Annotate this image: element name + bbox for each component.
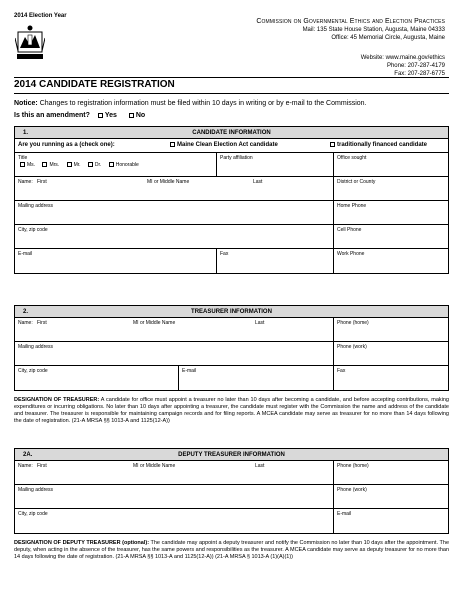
name-label: Name: bbox=[18, 179, 33, 185]
section-number: 1. bbox=[23, 130, 29, 136]
title-field[interactable] bbox=[15, 153, 215, 176]
amendment-question bbox=[14, 112, 145, 119]
treasurer-designation-text bbox=[14, 397, 449, 425]
name-label: Name: bbox=[18, 463, 33, 469]
deputy-treasurer-section bbox=[14, 448, 449, 534]
agency-address-block bbox=[256, 18, 445, 42]
treasurer-section-header bbox=[15, 306, 448, 318]
cell-phone-field[interactable]: Cell Phone bbox=[333, 225, 448, 248]
deputy-name-field[interactable] bbox=[15, 461, 333, 484]
section-number: 2A. bbox=[23, 452, 33, 458]
first-label: First bbox=[37, 179, 47, 185]
designation-label: DESIGNATION OF DEPUTY TREASURER (optional): bbox=[14, 540, 150, 546]
website: Website: www.maine.gov/ethics bbox=[360, 55, 445, 61]
section-title: CANDIDATE INFORMATION bbox=[192, 130, 271, 136]
middle-label: MI or Middle Name bbox=[147, 179, 190, 185]
amendment-yes-checkbox[interactable] bbox=[98, 113, 103, 118]
dr-label: Dr. bbox=[94, 162, 102, 168]
work-phone-field[interactable]: Work Phone bbox=[333, 249, 448, 273]
party-field[interactable]: Party affiliation bbox=[216, 153, 333, 176]
treasurer-section bbox=[14, 305, 449, 391]
candidate-mailing-row bbox=[15, 201, 448, 225]
mcea-option bbox=[165, 139, 281, 152]
treasurer-name-row bbox=[15, 318, 448, 342]
running-as-label: Are you running as a (check one): bbox=[18, 142, 115, 148]
maine-state-seal-icon bbox=[15, 23, 45, 63]
candidate-city-row bbox=[15, 225, 448, 249]
ms-label: Ms. bbox=[27, 162, 36, 168]
candidate-email-field[interactable]: E-mail bbox=[18, 251, 33, 257]
treasurer-name-field[interactable] bbox=[15, 318, 333, 341]
treasurer-city-field[interactable]: City, zip code bbox=[18, 368, 48, 374]
home-phone-field[interactable]: Home Phone bbox=[333, 201, 448, 224]
office-sought-field[interactable]: Office sought bbox=[333, 153, 448, 176]
traditional-option bbox=[325, 139, 430, 152]
section-number: 2. bbox=[23, 309, 29, 315]
middle-label: MI or Middle Name bbox=[133, 463, 176, 469]
notice-text bbox=[14, 100, 367, 107]
agency-name: Commission on Governmental Ethics and Election Practices bbox=[256, 18, 445, 25]
last-label: Last bbox=[253, 179, 263, 185]
notice-body: Changes to registration information must be filed within 10 days in writing or by e-mail to the Commission. bbox=[39, 100, 367, 107]
deputy-name-row bbox=[15, 461, 448, 485]
treasurer-email-field[interactable]: E-mail bbox=[178, 366, 333, 390]
deputy-email-field[interactable]: E-mail bbox=[333, 509, 448, 533]
mrs-checkbox[interactable] bbox=[42, 162, 47, 167]
page-title: 2014 CANDIDATE REGISTRATION bbox=[14, 79, 175, 90]
mr-checkbox[interactable] bbox=[67, 162, 72, 167]
middle-label: MI or Middle Name bbox=[133, 320, 176, 326]
designation-label: DESIGNATION OF TREASURER: bbox=[14, 397, 100, 403]
mcea-label: Maine Clean Election Act candidate bbox=[177, 142, 278, 149]
header-divider bbox=[14, 77, 449, 78]
treasurer-fax-field[interactable]: Fax bbox=[333, 366, 448, 390]
mail-address: Mail: 135 State House Station, Augusta, Maine 04333 bbox=[302, 27, 445, 33]
section-title: TREASURER INFORMATION bbox=[191, 309, 272, 315]
district-field[interactable]: District or County bbox=[333, 177, 448, 200]
treasurer-phone-work-field[interactable]: Phone (work) bbox=[333, 342, 448, 365]
mcea-checkbox[interactable] bbox=[170, 142, 175, 147]
candidate-section-header bbox=[15, 127, 448, 139]
deputy-mailing-field[interactable]: Mailing address bbox=[18, 487, 54, 493]
honorable-label: Honorable bbox=[115, 162, 139, 168]
traditional-checkbox[interactable] bbox=[330, 142, 335, 147]
phone: Phone: 207-287-4179 bbox=[386, 63, 445, 69]
candidate-mailing-field[interactable]: Mailing address bbox=[18, 203, 54, 209]
honorable-checkbox[interactable] bbox=[109, 162, 114, 167]
candidate-type-row bbox=[15, 139, 448, 153]
treasurer-mailing-field[interactable]: Mailing address bbox=[18, 344, 54, 350]
name-label: Name: bbox=[18, 320, 33, 326]
agency-contact-block bbox=[361, 54, 445, 78]
treasurer-city-row bbox=[15, 366, 448, 390]
treasurer-phone-home-field[interactable]: Phone (home) bbox=[333, 318, 448, 341]
traditional-label: traditionally financed candidate bbox=[337, 142, 428, 149]
amendment-yes-label: Yes bbox=[104, 112, 117, 119]
amendment-no-checkbox[interactable] bbox=[129, 113, 134, 118]
mr-label: Mr. bbox=[73, 162, 81, 168]
fax: Fax: 207-287-6775 bbox=[394, 71, 445, 77]
amendment-no-label: No bbox=[135, 112, 146, 119]
office-address: Office: 45 Memorial Circle, Augusta, Maine bbox=[331, 35, 445, 41]
candidate-name-row bbox=[15, 177, 448, 201]
designation-body: The candidate may appoint a deputy treasurer and notify the Commission no later than 10 days after the appointment. The deputy, when acting in the absence of the treasurer, has the same powers and responsibilities as the treasurer. A MCEA candidate may serve as deputy treasurer for no more than 14 days following the date of registration. (21-A MRSA §§ 1013-A and 1125(12-A)) (21-A MRSA § 1013-A (1)(A)(1)) bbox=[14, 540, 450, 560]
deputy-city-field[interactable]: City, zip code bbox=[18, 511, 48, 517]
candidate-title-row bbox=[15, 153, 448, 177]
deputy-designation-text bbox=[14, 540, 449, 561]
first-label: First bbox=[37, 320, 47, 326]
title-divider bbox=[14, 93, 449, 94]
candidate-city-field[interactable]: City, zip code bbox=[18, 227, 48, 233]
amendment-label: Is this an amendment? bbox=[14, 112, 90, 119]
last-label: Last bbox=[255, 320, 265, 326]
first-label: First bbox=[37, 463, 47, 469]
candidate-section bbox=[14, 126, 449, 274]
ms-checkbox[interactable] bbox=[20, 162, 25, 167]
candidate-fax-field[interactable]: Fax bbox=[216, 249, 333, 273]
title-label: Title bbox=[18, 155, 28, 161]
deputy-phone-home-field[interactable]: Phone (home) bbox=[333, 461, 448, 484]
deputy-phone-work-field[interactable]: Phone (work) bbox=[333, 485, 448, 508]
designation-body: A candidate for office must appoint a treasurer no later than 10 days after becoming a candidate, and before accepting contributions, making expenditures or incurring obligations. No later than 10 days after appointing a treasurer, the candidate must register with the Commission the name and address of the candidate and treasurer. The treasurer is responsible for maintaining campaign records and for filing reports. A MCEA candidate may serve as treasurer for no more than 14 days following the date of registration. (21-A MRSA §§ 1013-A and 1125(12-A)) bbox=[14, 397, 449, 424]
candidate-email-row bbox=[15, 249, 448, 273]
deputy-section-header bbox=[15, 449, 448, 461]
deputy-mailing-row bbox=[15, 485, 448, 509]
mrs-label: Mrs. bbox=[49, 162, 60, 168]
dr-checkbox[interactable] bbox=[88, 162, 93, 167]
candidate-name-field[interactable] bbox=[15, 177, 333, 200]
section-title: DEPUTY TREASURER INFORMATION bbox=[178, 452, 285, 458]
last-label: Last bbox=[255, 463, 265, 469]
deputy-city-row bbox=[15, 509, 448, 533]
treasurer-mailing-row bbox=[15, 342, 448, 366]
election-year-label: 2014 Election Year bbox=[14, 13, 67, 19]
notice-label: Notice: bbox=[14, 100, 38, 107]
